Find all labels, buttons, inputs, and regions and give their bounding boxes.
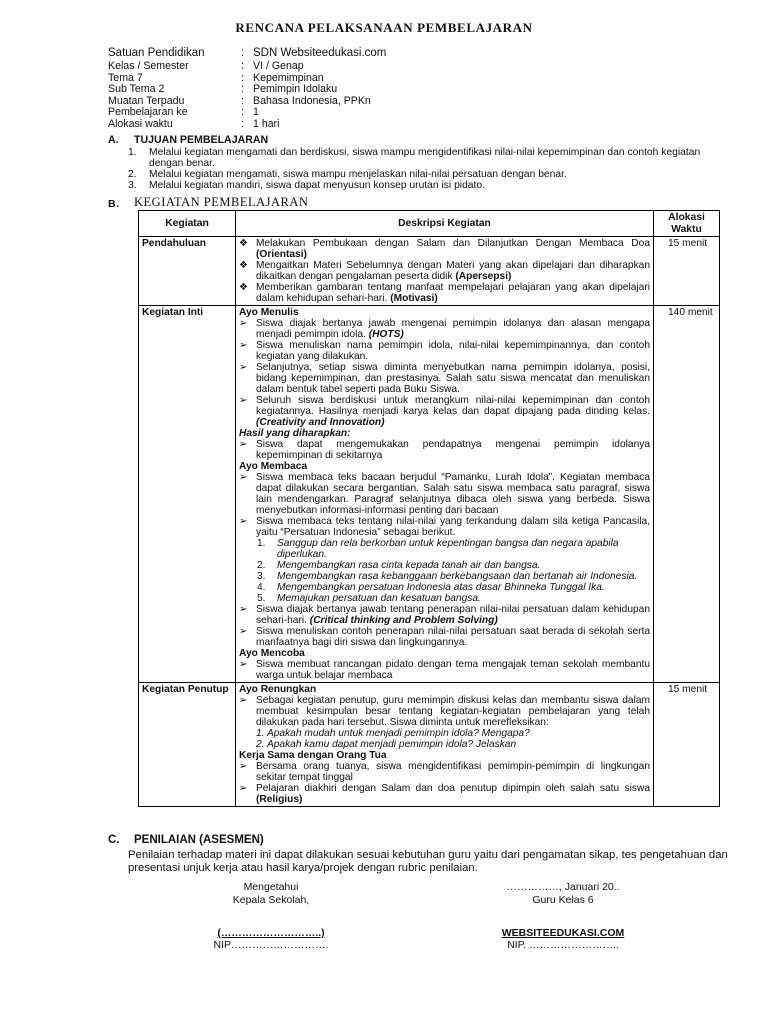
identity-label: Muatan Terpadu: [108, 94, 185, 107]
item-text: Mengembangkan rasa kebanggaan berkebangsaan dan bertanah air Indonesia.: [277, 571, 638, 582]
item-text: Siswa membaca teks tentang nilai-nilai yang terkandung dalam sila ketiga Pancasila, yaitu “Persatuan Indonesia” sebagai berikut.: [256, 516, 650, 538]
section-kegiatan: [108, 197, 728, 211]
signature-name: (………………………..): [217, 927, 325, 939]
identity-separator: :: [241, 106, 244, 119]
list-item: [239, 472, 650, 516]
reflection-question: 1. Apakah mudah untuk menjadi pemimpin idola? Mengapa?: [256, 728, 530, 739]
identity-value: SDN Websiteedukasi.com: [253, 47, 387, 59]
signature-nip: NIP……………………….: [213, 938, 329, 951]
item-text: [256, 238, 650, 260]
item-text: [256, 604, 650, 626]
arrow-bullet-icon: ➢: [239, 659, 248, 670]
diamond-bullet-icon: ❖: [239, 282, 248, 293]
activity-name: Kegiatan Inti: [139, 306, 236, 683]
item-text: [256, 395, 650, 428]
section-letter: A.: [108, 134, 119, 146]
signature-date: ……………, Januari 20..: [506, 881, 620, 893]
item-number: 2.: [128, 168, 137, 180]
item-body: Memberikan gambaran tentang manfaat mempelajari pelajaran yang akan dipelajari dalam kehidupan sehari-hari.: [256, 282, 650, 304]
identity-label: Alokasi waktu: [108, 117, 173, 130]
item-body: Siswa diajak bertanya jawab tentang penerapan nilai-nilai persatuan dalam kehidupan sehari-hari.: [256, 604, 650, 626]
numbered-item: [257, 571, 650, 582]
list-item: [239, 761, 650, 783]
arrow-bullet-icon: ➢: [239, 783, 248, 794]
list-item: [239, 604, 650, 626]
signature-role: Guru Kelas 6: [532, 893, 594, 906]
item-tag: (Creativity and Innovation): [256, 417, 385, 428]
list-item: [239, 318, 650, 340]
item-text: Melalui kegiatan mandiri, siswa dapat menyusun konsep urutan isi pidato.: [149, 179, 485, 191]
identity-separator: :: [241, 117, 244, 130]
identity-value: VI / Genap: [253, 60, 304, 72]
section-heading: [108, 135, 728, 147]
list-item: [128, 180, 728, 191]
identity-row: [108, 73, 708, 85]
table-row: [139, 306, 720, 683]
list-item: [239, 395, 650, 428]
subheading: Ayo Renungkan: [239, 684, 317, 695]
item-number: 2.: [257, 560, 266, 571]
section-tujuan: [108, 135, 728, 191]
identity-separator: :: [241, 71, 244, 84]
item-text: Mengembangkan persatuan Indonesia atas dasar Bhinneka Tunggal Ika.: [277, 582, 605, 593]
subheading: Ayo Membaca: [239, 461, 308, 472]
column-header: Alokasi Waktu: [654, 211, 720, 237]
table-row: [139, 237, 720, 306]
arrow-bullet-icon: ➢: [239, 439, 248, 450]
identity-row: [108, 107, 708, 119]
item-text: [256, 318, 650, 340]
list-item: [128, 169, 728, 180]
objective-list: [128, 147, 728, 191]
arrow-bullet-icon: ➢: [239, 318, 248, 329]
numbered-item: [257, 538, 650, 560]
arrow-bullet-icon: ➢: [239, 626, 248, 637]
activity-time: 15 menit: [654, 683, 720, 807]
identity-label: Tema 7: [108, 71, 143, 84]
item-text: [256, 783, 650, 805]
item-text: Siswa menuliskan contoh penerapan nilai-nilai persatuan saat berada di sekolah serta manfaatnya bagi diri siswa dan lingkungannya.: [256, 626, 650, 648]
subheading: Hasil yang diharapkan:: [239, 428, 351, 439]
item-number: 1.: [257, 538, 266, 549]
item-text: Selanjutnya, setiap siswa diminta menyebutkan nama pemimpin idolanya, posisi, bidang kepemimpinan, dan prestasinya. Salah satu siswa mencatat dan menuliskan dalam bentuk tabel seperti pada Buku Siswa.: [256, 362, 650, 395]
item-tag: (Religius): [256, 794, 303, 805]
table-row: [139, 683, 720, 807]
activities-table: [138, 210, 720, 807]
list-item: [239, 260, 650, 282]
arrow-bullet-icon: ➢: [239, 695, 248, 706]
identity-separator: :: [241, 60, 244, 72]
arrow-bullet-icon: ➢: [239, 395, 248, 406]
column-header: Kegiatan: [139, 211, 236, 237]
list-item: [239, 238, 650, 260]
assessment-text: Penilaian terhadap materi ini dapat dilakukan sesuai kebutuhan guru yaitu dari pengamatan sikap, tes pengetahuan dan presentasi unjuk kerja atau hasil karya/projek dengan rubric penilaian.: [128, 848, 728, 874]
identity-row: [108, 48, 708, 61]
item-tag: (Orientasi): [256, 249, 307, 260]
identity-separator: :: [241, 83, 244, 96]
list-item: [239, 340, 650, 362]
arrow-bullet-icon: ➢: [239, 362, 248, 373]
signature-line: Mengetahui: [243, 881, 299, 893]
identity-row: [108, 119, 708, 131]
item-text: Mengembangkan rasa cinta kepada tanah air dan bangsa.: [277, 560, 541, 571]
arrow-bullet-icon: ➢: [239, 340, 248, 351]
identity-value: Bahasa Indonesia, PPKn: [253, 94, 371, 107]
identity-label: Satuan Pendidikan: [108, 47, 205, 59]
item-body: Melakukan Pembukaan dengan Salam dan Dilanjutkan Dengan Membaca Doa: [256, 238, 650, 249]
arrow-bullet-icon: ➢: [239, 761, 248, 772]
item-text: Melalui kegiatan mengamati, siswa mampu menjelaskan nilai-nilai persatuan dengan benar.: [149, 168, 567, 180]
item-number: 3.: [128, 179, 137, 191]
list-item: [239, 659, 650, 681]
document-title: RENCANA PELAKSANAAN PEMBELAJARAN: [235, 20, 533, 35]
list-item: [239, 626, 650, 648]
item-tag: (Apersepsi): [455, 271, 512, 282]
identity-row: [108, 96, 708, 108]
identity-value: Kepemimpinan: [253, 71, 324, 84]
item-tag: (Critical thinking and Problem Solving): [309, 615, 498, 626]
item-text: Siswa menuliskan nama pemimpin idola, nilai-nilai kepemimpinannya, dan contoh kegiatan yang dilakukan.: [256, 340, 650, 362]
item-tag: (HOTS): [368, 329, 404, 340]
item-text: Siswa dapat mengemukakan pendapatnya mengenai pemimpin idolanya kepemimpinan di sekitarnya: [256, 439, 650, 461]
identity-separator: :: [241, 94, 244, 107]
identity-label: Sub Tema 2: [108, 83, 165, 96]
item-tag: (Motivasi): [390, 293, 438, 304]
item-text: Memajukan persatuan dan kesatuan bangsa.: [277, 593, 481, 604]
identity-label: Kelas / Semester: [108, 60, 189, 72]
section-letter: C.: [108, 834, 120, 846]
signature-nip: NIP. ……………………..: [507, 938, 619, 951]
item-text: Melalui kegiatan mengamati dan berdiskusi, siswa mampu mengidentifikasi nilai-nilai kepemimpinan dan contoh kegiatan dengan benar.: [149, 146, 701, 169]
signature-role: Kepala Sekolah,: [232, 893, 310, 906]
item-text: Sanggup dan rela berkorban untuk kepentingan bangsa dan negara apabila diperlukan.: [277, 538, 619, 560]
table-header-row: [139, 211, 720, 237]
numbered-item: [257, 593, 650, 604]
activity-description: [236, 683, 654, 807]
diamond-bullet-icon: ❖: [239, 238, 248, 249]
numbered-item: [257, 560, 650, 571]
subheading: Ayo Mencoba: [239, 648, 305, 659]
signature-name: WEBSITEEDUKASI.COM: [501, 927, 625, 939]
section-penilaian: [108, 835, 728, 875]
list-item: [239, 516, 650, 538]
identity-row: [108, 84, 708, 96]
subheading: Kerja Sama dengan Orang Tua: [239, 750, 387, 761]
column-header: Deskripsi Kegiatan: [236, 211, 654, 237]
list-item: [239, 439, 650, 461]
list-item: [128, 147, 728, 169]
list-item: [239, 783, 650, 805]
section-letter: B.: [108, 198, 120, 210]
identity-value: 1: [253, 106, 259, 119]
item-number: 1.: [128, 146, 137, 158]
list-item: [239, 695, 650, 728]
section-title: TUJUAN PEMBELAJARAN: [134, 134, 269, 146]
section-title: KEGIATAN PEMBELAJARAN: [134, 195, 309, 209]
item-text: [256, 282, 650, 304]
diamond-bullet-icon: ❖: [239, 260, 248, 271]
identity-value: Pemimpin Idolaku: [253, 83, 338, 96]
item-text: Bersama orang tuanya, siswa mengidentifikasi pemimpin-pemimpin di lingkungan sekitar tempat tinggal: [256, 761, 650, 783]
identity-value: 1 hari: [253, 117, 280, 130]
activity-description: [236, 306, 654, 683]
identity-label: Pembelajaran ke: [108, 106, 188, 119]
reflection-question: 2. Apakah kamu dapat menjadi pemimpin idola? Jelaskan: [256, 739, 517, 750]
arrow-bullet-icon: ➢: [239, 472, 248, 483]
list-item: [239, 282, 650, 304]
list-item: [239, 362, 650, 395]
numbered-item: [257, 582, 650, 593]
signature-block-teacher: [478, 882, 648, 951]
section-heading: [108, 197, 728, 211]
item-text: Sebagai kegiatan penutup, guru memimpin diskusi kelas dan membantu siswa dalam membuat kesimpulan besar tentang kegiatan-kegiatan pembelajaran yang telah dilakukan pada hari tersebut. Siswa diminta untuk merefleksikan:: [256, 695, 650, 728]
subheading: Ayo Menulis: [239, 307, 299, 318]
section-heading: [108, 835, 728, 847]
item-number: 3.: [257, 571, 266, 582]
item-body: Pelajaran diakhiri dengan Salam dan doa penutup dipimpin oleh salah satu siswa: [256, 783, 650, 794]
item-body: Siswa diajak bertanya jawab mengenai pemimpin idolanya dan alasan mengapa menjadi pemimpin idola.: [256, 318, 650, 340]
signature-block-principal: [196, 882, 346, 951]
activity-name: Kegiatan Penutup: [139, 683, 236, 807]
identity-row: [108, 61, 708, 73]
identity-separator: :: [241, 47, 245, 59]
activity-time: 140 menit: [654, 306, 720, 683]
identity-block: [108, 48, 708, 131]
arrow-bullet-icon: ➢: [239, 516, 248, 527]
activity-time: 15 menit: [654, 237, 720, 306]
activity-description: [236, 237, 654, 306]
item-body: Seluruh siswa berdiskusi untuk merangkum nilai-nilai kepemimpinan dan contoh kegiatannya. Hasilnya menjadi karya kelas dan dapat dipajang pada dinding kelas.: [256, 395, 650, 417]
item-body: Mengaitkan Materi Sebelumnya dengan Materi yang akan dipelajari dan diharapkan dikaitkan dengan pengalaman peserta didik: [256, 260, 650, 282]
item-text: Siswa membuat rancangan pidato dengan tema mengajak teman sekolah membantu warga untuk belajar membaca: [256, 659, 650, 681]
item-number: 5.: [257, 593, 266, 604]
arrow-bullet-icon: ➢: [239, 604, 248, 615]
activity-name: Pendahuluan: [139, 237, 236, 306]
item-number: 4.: [257, 582, 266, 593]
item-text: [256, 260, 650, 282]
section-title: PENILAIAN (ASESMEN): [134, 834, 264, 846]
item-text: Siswa membaca teks bacaan berjudul “Pamanku, Lurah Idola”. Kegiatan membaca dapat dilakukan secara bergantian. Salah satu siswa membaca satu paragraf, siswa lain mendengarkan. Paragraf selanjutnya dibaca oleh siswa yang berbeda. Siswa menyebutkan informasi-informasi penting dari bacaan: [256, 472, 650, 516]
